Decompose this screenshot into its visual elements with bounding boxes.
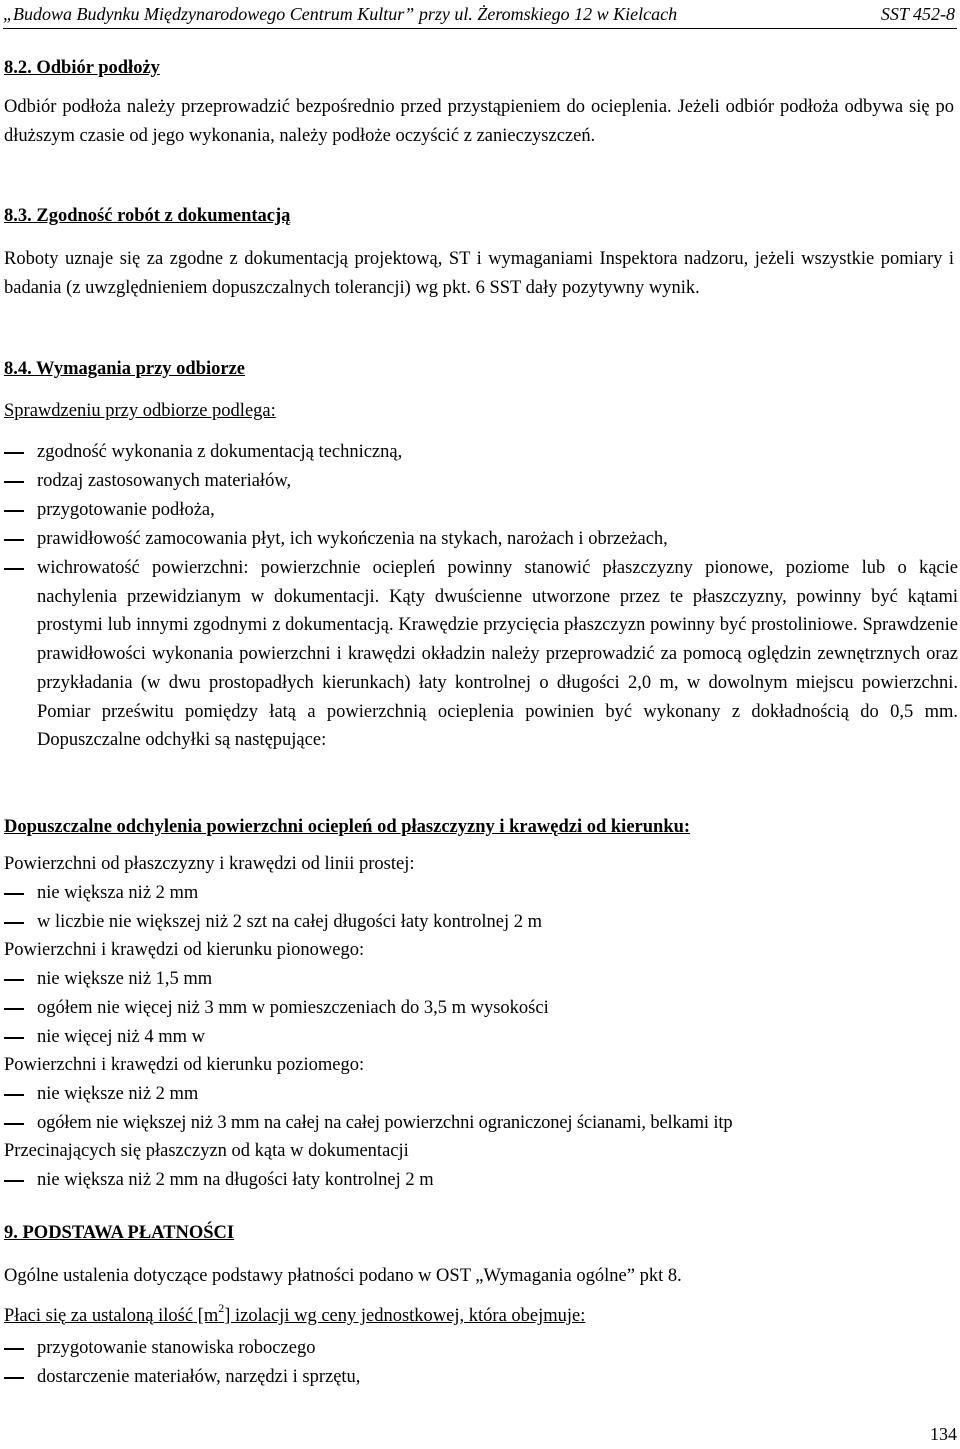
section-8-4-heading: 8.4. Wymagania przy odbiorze — [4, 359, 246, 379]
dash-bullet — [4, 481, 24, 483]
dash-bullet — [4, 452, 24, 454]
page-header — [3, 2, 957, 29]
dash-bullet — [4, 510, 24, 512]
dash-bullet — [4, 1377, 24, 1379]
section-8-2-heading: 8.2. Odbiór podłoży — [4, 58, 160, 78]
header-spec-code: SST 452-8 — [880, 4, 955, 24]
dash-bullet — [4, 1094, 24, 1096]
tolerance-group-label: Powierzchni i krawędzi od kierunku poziomego: — [4, 1055, 365, 1075]
dash-bullet — [4, 539, 24, 541]
section-9-text: Ogólne ustalenia dotyczące podstawy płatności podano w OST „Wymagania ogólne” pkt 8. — [4, 1266, 682, 1286]
dash-bullet — [4, 979, 24, 981]
tolerance-group-label: Powierzchni i krawędzi od kierunku pionowego: — [4, 940, 365, 960]
section-9-payment-text: Płaci się za ustaloną ilość $[m^2]$ izolacji wg ceny jednostkowej, która obejmuje: — [4, 1300, 586, 1326]
dash-bullet — [4, 893, 24, 895]
dash-bullet — [4, 1348, 24, 1350]
section-9-heading: 9. PODSTAWA PŁATNOŚCI — [4, 1223, 235, 1243]
page-number: 134 — [930, 1424, 957, 1444]
document-page: „Budowa Budynku Międzynarodowego Centrum Kultur” przy ul. Żeromskiego 12 w Kielcach SST 452-8 8.2. Odbiór podłoży Odbiór podłoża należy przeprowadzić bezpośrednio przed przystąpieniem do ocieplenia. Jeżeli odbiór podłoża odbywa się po dłuższym czasie od jego wykonania, należy podłoże oczyścić z zanieczyszczeń. 8.3. Zgodność robót z dokumentacją Roboty uznaje się za zgodne z dokumentacją projektową, ST i wymaganiami Inspektora nadzoru, jeżeli wszystkie pomiary i badania (z uwzględnieniem dopuszczalnych tolerancji) wg pkt. 6 SST dały pozytywny wynik. 8.4. Wymagania przy odbiorze Sprawdzeniu przy odbiorze podlega: zgodność wykonania z dokumentacją techniczną, rodzaj zastosowanych materiałów, przygotowanie podłoża, prawidłowość zamocowania płyt, ich wykończenia na stykach, narożach i obrzeżach, wichrowatość powierzchni: powierzchnie ociepleń powinny stanowić płaszczyzny pionowe, poziome lub o kącie nachylenia przewidzianym w dokumentacji. Kąty dwuścienne utworzone przez te płaszczyzny, powinny być kątami prostymi lub innymi zgodnymi z dokumentacją. Krawędzie przycięcia płaszczyzn powinny być prostoliniowe. Sprawdzenie prawidłowości wykonania powierzchni i krawędzi okładzin należy przeprowadzić za pomocą oględzin zewnętrznych oraz przykładania (w dwu prostopadłych kierunkach) łaty kontrolnej o długości 2,0 m, w dowolnym miejscu powierzchni. Pomiar prześwitu pomiędzy łatą a powierzchnią ocieplenia powinien być wykonany z dokładnością do 0,5 mm. Dopuszczalne odchyłki są następujące: Dopuszczalne odchylenia powierzchni ociepleń od płaszczyzny i krawędzi od kierunku: Powierzchni od płaszczyzny i krawędzi od linii prostej: nie większa niż 2 mm w liczbie nie większej niż 2 szt na całej długości łaty kontrolnej 2 m Powierzchni i krawędzi od kierunku pionowego: nie większe niż 1,5 mm ogółem nie więcej niż 3 mm w pomieszczeniach do 3,5 m wysokości nie więcej niż 4 mm w Powierzchni i krawędzi od kierunku poziomego: nie większe niż 2 mm ogółem nie większej niż 3 mm na całej na całej powierzchni ograniczonej ścianami, belkami itp Przecinających się płaszczyzn od kąta w dokumentacji nie większa niż 2 mm na długości łaty kontrolnej 2 m 9. PODSTAWA PŁATNOŚCI Ogólne ustalenia dotyczące podstawy płatności podano w OST „Wymagania ogólne” pkt 8. Płaci się za ustaloną ilość $[m^2]$ izolacji wg ceny jednostkowej, która obejmuje: przygotowanie stanowiska roboczego dostarczenie materiałów, narzędzi i sprzętu, 134 — [0, 0, 960, 1444]
dash-bullet — [4, 922, 24, 924]
dash-bullet — [4, 568, 24, 570]
tolerance-group-label: Powierzchni od płaszczyzny i krawędzi od linii prostej: — [4, 854, 415, 874]
section-8-3-heading: 8.3. Zgodność robót z dokumentacją — [4, 206, 291, 226]
header-title: „Budowa Budynku Międzynarodowego Centrum Kultur” przy ul. Żeromskiego 12 w Kielcach — [3, 4, 678, 24]
dash-bullet — [4, 1123, 24, 1125]
tolerances-heading: Dopuszczalne odchylenia powierzchni ociepleń od płaszczyzny i krawędzi od kierunku: — [4, 817, 691, 837]
section-8-4-subheading: Sprawdzeniu przy odbiorze podlega: — [4, 401, 276, 421]
section-8-2-text: Odbiór podłoża należy przeprowadzić bezpośrednio przed przystąpieniem do ocieplenia. Jeżeli odbiór podłoża odbywa się po dłuższym czasie od jego wykonania, należy podłoże oczyścić z zanieczyszczeń. — [4, 97, 954, 146]
dash-bullet — [4, 1037, 24, 1039]
dash-bullet — [4, 1008, 24, 1010]
tolerance-group-label: Przecinających się płaszczyzn od kąta w dokumentacji — [4, 1141, 409, 1161]
section-8-3-text: Roboty uznaje się za zgodne z dokumentacją projektową, ST i wymaganiami Inspektora nadzoru, jeżeli wszystkie pomiary i badania (z uwzględnieniem dopuszczalnych tolerancji) wg pkt. 6 SST dały pozytywny wynik. — [4, 249, 954, 298]
dash-bullet — [4, 1180, 24, 1182]
